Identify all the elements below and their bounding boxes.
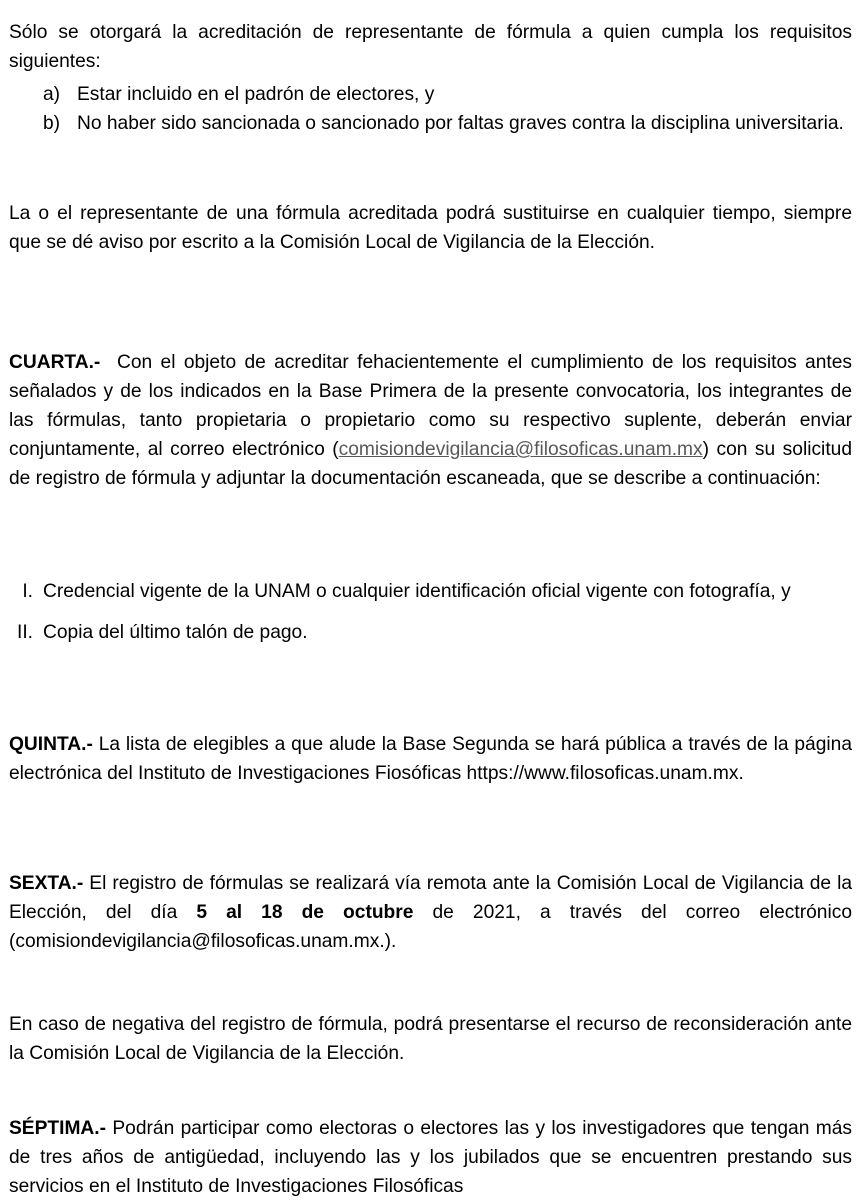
registration-dates: 5 al 18 de octubre — [196, 902, 414, 923]
representative-substitution-paragraph: La o el representante de una fórmula acreditada podrá sustituirse en cualquier tiempo, siempre que se dé aviso por escrito a la Comisión Local de Vigilancia de la Elección. — [9, 203, 852, 253]
cuarta-text-before-email: Con el objeto de acreditar fehacientemente el cumplimiento de los requisitos antes señalados y de los indicados en la Base Primera de la presente convocatoria, los integrantes de las fórmulas, tanto propietaria o propietario como su respectivo suplente, deberán enviar conjuntamente, al correo electrónico ( — [9, 352, 858, 460]
list-item-text: Copia del último talón de pago. — [43, 622, 308, 643]
documents-list — [9, 577, 852, 647]
quinta-paragraph — [9, 730, 852, 788]
list-marker: II. — [17, 622, 33, 643]
septima-paragraph — [9, 1114, 852, 1201]
list-marker: I. — [22, 581, 33, 602]
list-item — [9, 80, 852, 109]
list-item-text: Estar incluido en el padrón de electores, y — [77, 84, 435, 105]
list-item — [9, 618, 852, 647]
sexta-paragraph — [9, 869, 852, 956]
septima-text: Podrán participar como electoras o electores las y los investigadores que tengan más de tres años de antigüedad, incluyendo las y los jubilados que se encuentren prestando sus servicios en el Instituto de Investigaciones Filosóficas — [9, 1118, 852, 1197]
quinta-text: La lista de elegibles a que alude la Base Segunda se hará pública a través de la página electrónica del Instituto de Investigaciones Fiosóficas https://www.filosoficas.unam.mx. — [9, 734, 852, 784]
cuarta-paragraph — [9, 348, 858, 493]
list-marker: b) — [43, 113, 61, 134]
list-item-text: Credencial vigente de la UNAM o cualquier identificación oficial vigente con fotografía, y — [43, 581, 791, 602]
sexta-text-before-dates: El registro de fórmulas se realizará vía remota ante la Comisión Local de Vigilancia de la Elección, del día — [9, 873, 852, 923]
commission-email-link[interactable]: comisiondevigilancia@filosoficas.unam.mx — [338, 439, 703, 460]
cuarta-text-after-email: ) con su solicitud de registro de fórmula y adjuntar la documentación escaneada, que se describe a continuación: — [9, 439, 852, 489]
list-item — [9, 577, 852, 606]
negative-registration-paragraph: En caso de negativa del registro de fórmula, podrá presentarse el recurso de reconsideración ante la Comisión Local de Vigilancia de la Elección. — [9, 1014, 852, 1064]
requirements-list — [9, 80, 852, 138]
cuarta-heading: CUARTA.- — [9, 352, 101, 373]
quinta-heading: QUINTA.- — [9, 734, 93, 755]
list-marker: a) — [43, 84, 61, 105]
list-item — [9, 109, 852, 138]
septima-heading: SÉPTIMA.- — [9, 1118, 107, 1139]
list-item-text: No haber sido sancionada o sancionado por faltas graves contra la disciplina universitaria. — [77, 113, 844, 134]
sexta-heading: SEXTA.- — [9, 873, 84, 894]
sexta-text-after-dates: de 2021, a través del correo electrónico (comisiondevigilancia@filosoficas.unam.mx.). — [9, 902, 852, 952]
requirements-intro-paragraph: Sólo se otorgará la acreditación de representante de fórmula a quien cumpla los requisitos siguientes: — [9, 22, 852, 72]
